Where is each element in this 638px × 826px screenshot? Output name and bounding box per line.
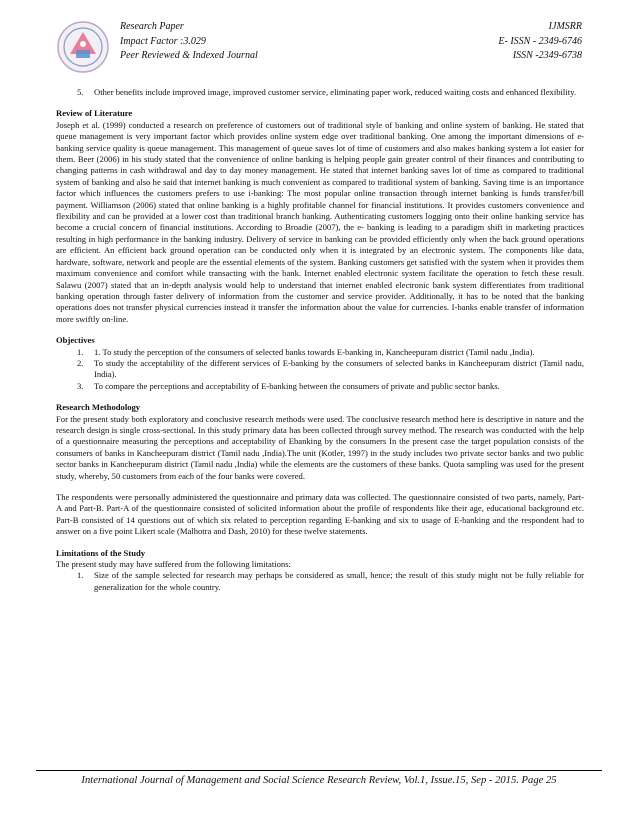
objectives-list <box>56 347 584 393</box>
list-text: Size of the sample selected for research may perhaps be considered as small, hence; the result of this study might not be fully reliable for generalization for the whole country. <box>94 570 584 592</box>
list-item <box>56 87 584 98</box>
journal-logo-icon <box>56 20 110 74</box>
header-left <box>120 20 258 64</box>
issn: ISSN -2349-6738 <box>512 50 582 61</box>
section-heading: Objectives <box>56 335 95 346</box>
section-heading: Limitations of the Study <box>56 547 146 558</box>
list-item <box>56 347 584 358</box>
footer-divider <box>36 770 602 771</box>
list-number: 3. <box>77 380 84 391</box>
limitations-list <box>56 570 584 593</box>
section-heading: Research Methodology <box>56 402 141 413</box>
e-issn: E- ISSN - 2349-6746 <box>498 35 582 47</box>
journal-status: Peer Reviewed & Indexed Journal <box>120 50 258 61</box>
paragraph: The respondents were personally administered the questionnaire and primary data was collected. The questionnaire consisted of two parts, namely, Part-A and Part-B. Part-A of the questionnaire consisted of solicited information about the profile of respondents like their age, educational background etc. Part-B consisted of 14 questions out of which six related to perception regarding E-banking and six to usage of E-banking and the respondent had to answer on a five point Likert scale (Malhotra and Dash, 2010) for these twelve statements. <box>56 492 584 537</box>
list-number: 5. <box>77 87 84 97</box>
page-content <box>56 87 584 593</box>
journal-abbrev: IJMSRR <box>548 21 582 32</box>
paper-type: Research Paper <box>120 21 184 32</box>
page-footer: International Journal of Management and Social Science Research Review, Vol.1, Issue.15, Sep - 2015. Page 25 <box>81 775 557 786</box>
list-text: 1. To study the perception of the consumers of selected banks towards E-banking in, Kancheepuram district (Tamil nadu ,India). <box>94 346 535 357</box>
list-item <box>56 570 584 593</box>
list-number: 1. <box>77 346 84 357</box>
list-text: To study the acceptability of the different services of E-banking by the consumers of selected banks in Kancheepuram district (Tamil nadu, India). <box>94 357 584 380</box>
list-number: 1. <box>77 570 84 581</box>
list-number: 2. <box>77 357 84 368</box>
list-item <box>56 358 584 381</box>
paragraph: Joseph et al. (1999) conducted a research on preference of customers out of traditional style of banking and online system of banking. He stated that queue management is very important factor which provides online system edge over traditional banking. One among the important dimensions of e-banking service quality is queue management. This management of queue saves lot of time of customers and also makes banking system a lot easier for them. Beer (2006) in his study stated that the convenience of online banking is helping people gain greater control of their finances and contributing to changing patterns in cash withdrawal and day to day money management. He stated that internet banking saves lot of time as compared to traditional system of banking and also he said that internet banking is much convenient as compared to traditional system of banking. Saving time is an importance factor which influences the customers prefers to use i-banking: The most popular online transaction through internet banking is funds transfer/bill payment. Williamson (2006) stated that online banking is a highly profitable channel for financial institutions. It provides customers convenience and flexibility and can be provided at a lower cost than traditional branch banking. Authenticating customers logging onto their online banking service has become a crucial concern of financial institutions. According to Broadie (2007), the e- banking is leading to a paradigm shift in marketing practices resulting in high performance in the banking industry. Delivery of service in banking can be provided efficiently only when the back ground operations are efficient. An efficient back ground operation can be conducted only when it is integrated by an electronic system. The components like data, hardware, software, network and people are the essential elements of the system. Banking customers get satisfied with the system when it provides them maximum convenience and comfort while transacting with the bank. Internet enabled electronic system facilitate the operation to fetch these result. Salawu (2007) stated that an in-depth analysis would help to understand that internet enabled electronic bank system differentiates from traditional banking operation through faster delivery of information from the customer and service provider. Additionally, it has to be noted that the banking operations does not transfer physical currencies instead it transfer the information about the value for currencies. I-banks enable transfer of information more swiftly on-line. <box>56 119 584 324</box>
list-text: To compare the perceptions and acceptability of E-banking between the consumers of private and public sector banks. <box>94 380 500 391</box>
paragraph: The present study may have suffered from the following limitations: <box>56 559 291 570</box>
impact-factor: Impact Factor :3.029 <box>120 35 206 47</box>
header-right <box>498 20 582 64</box>
list-text: Other benefits include improved image, improved customer service, eliminating paper work, reduced waiting costs and enhanced flexibility. <box>94 87 576 97</box>
paragraph: For the present study both exploratory and conclusive research methods were used. The conclusive research method here is descriptive in nature and the research design is single cross-sectional. In this study primary data has been collected through survey method. The research was conducted with the help of a questionnaire measuring the perceptions and acceptability of Ebanking by the consumers In the present case the target population consists of the consumers of banks in Kancheepuram district (Tamil nadu ,India).The unit (Kotler, 1997) in the study includes two private sector banks and two public sector banks in Kancheepuram district (Tamil nadu ,India) while the elements are the customers of these banks. Quota sampling was used for the present study, whereby, 50 customers from each of the four banks were covered. <box>56 413 584 481</box>
section-heading: Review of Literature <box>56 108 133 119</box>
list-item <box>56 381 584 392</box>
